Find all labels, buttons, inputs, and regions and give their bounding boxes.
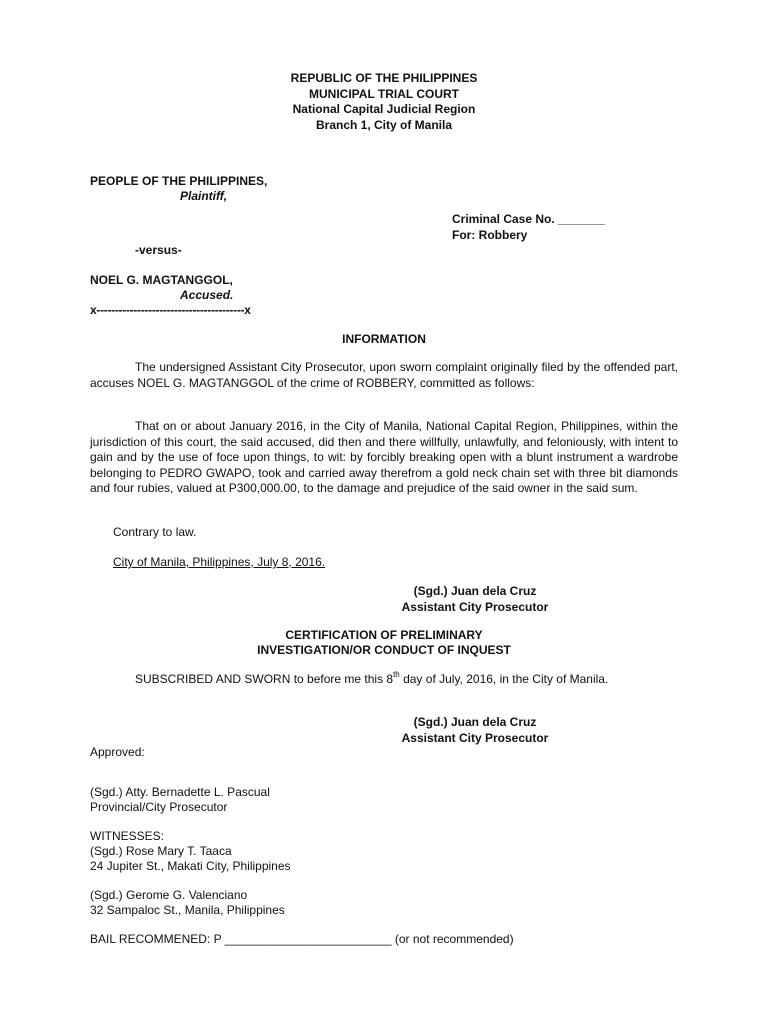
accused-role: Accused. bbox=[180, 288, 234, 302]
signatory-title: Assistant City Prosecutor bbox=[401, 730, 549, 745]
signature-block-prosecutor bbox=[0, 584, 768, 615]
signatory-name: (Sgd.) Juan dela Cruz bbox=[413, 584, 537, 598]
certification-title-line2: INVESTIGATION/OR CONDUCT OF INQUEST bbox=[257, 643, 511, 657]
document-title: INFORMATION bbox=[342, 332, 426, 346]
ordinal-suffix: th bbox=[393, 670, 400, 679]
approved-label: Approved: bbox=[90, 745, 145, 759]
signatory-title: Assistant City Prosecutor bbox=[401, 599, 549, 614]
certification-title-line1: CERTIFICATION OF PRELIMINARY bbox=[285, 628, 483, 642]
versus-label: -versus- bbox=[135, 243, 182, 257]
witness-2-address: 32 Sampaloc St., Manila, Philippines bbox=[90, 903, 285, 917]
paragraph-facts: That on or about January 2016, in the City of Manila, National Capital Region, Philippines, within the jurisdiction of this court, the said accused, did then and there willfully, unlawfully, and feloniously, with intent to gain and by the use of foce upon things, to wit: by forcibly breaking open with a blunt instrument a wardrobe belonging to PEDRO GWAPO, took and carried away therefrom a gold neck chain set with three bit diamonds and four rubies, valued at P300,000.00, to the damage and prejudice of the said owner in the said sum. bbox=[90, 419, 678, 495]
court-header bbox=[0, 71, 768, 133]
caption-divider: x----------------------------------------x bbox=[90, 303, 251, 317]
paragraph-certification: SUBSCRIBED AND SWORN to before me this 8th day of July, 2016, in the City of Manila. bbox=[135, 670, 609, 686]
signature-block-certifier bbox=[0, 715, 768, 746]
plaintiff-role: Plaintiff, bbox=[180, 189, 228, 203]
bail-recommendation: BAIL RECOMMENED: P _________________________ (or not recommended) bbox=[90, 932, 514, 946]
witnesses-label: WITNESSES: bbox=[90, 829, 165, 843]
approver-title: Provincial/City Prosecutor bbox=[90, 800, 228, 814]
case-for: For: Robbery bbox=[452, 228, 528, 242]
witness-1-address: 24 Jupiter St., Makati City, Philippines bbox=[90, 859, 291, 873]
header-branch: Branch 1, City of Manila bbox=[315, 117, 453, 132]
contrary-to-law: Contrary to law. bbox=[113, 525, 197, 539]
header-republic: REPUBLIC OF THE PHILIPPINES bbox=[290, 71, 478, 85]
place-and-date: City of Manila, Philippines, July 8, 2016. bbox=[113, 555, 326, 569]
criminal-case-number: Criminal Case No. _______ bbox=[452, 212, 605, 226]
accused-name: NOEL G. MAGTANGGOL, bbox=[90, 273, 233, 287]
plaintiff-name: PEOPLE OF THE PHILIPPINES, bbox=[90, 174, 268, 188]
approver-name: (Sgd.) Atty. Bernadette L. Pascual bbox=[90, 785, 270, 799]
signatory-name: (Sgd.) Juan dela Cruz bbox=[413, 715, 537, 729]
header-region: National Capital Judicial Region bbox=[292, 102, 476, 116]
header-court: MUNICIPAL TRIAL COURT bbox=[309, 86, 459, 101]
witness-2-name: (Sgd.) Gerome G. Valenciano bbox=[90, 888, 248, 902]
witness-1-name: (Sgd.) Rose Mary T. Taaca bbox=[90, 844, 232, 858]
paragraph-accusation: The undersigned Assistant City Prosecutor, upon sworn complaint originally filed by the offended part, accuses NOEL G. MAGTANGGOL of the crime of ROBBERY, committed as follows: bbox=[90, 360, 678, 390]
